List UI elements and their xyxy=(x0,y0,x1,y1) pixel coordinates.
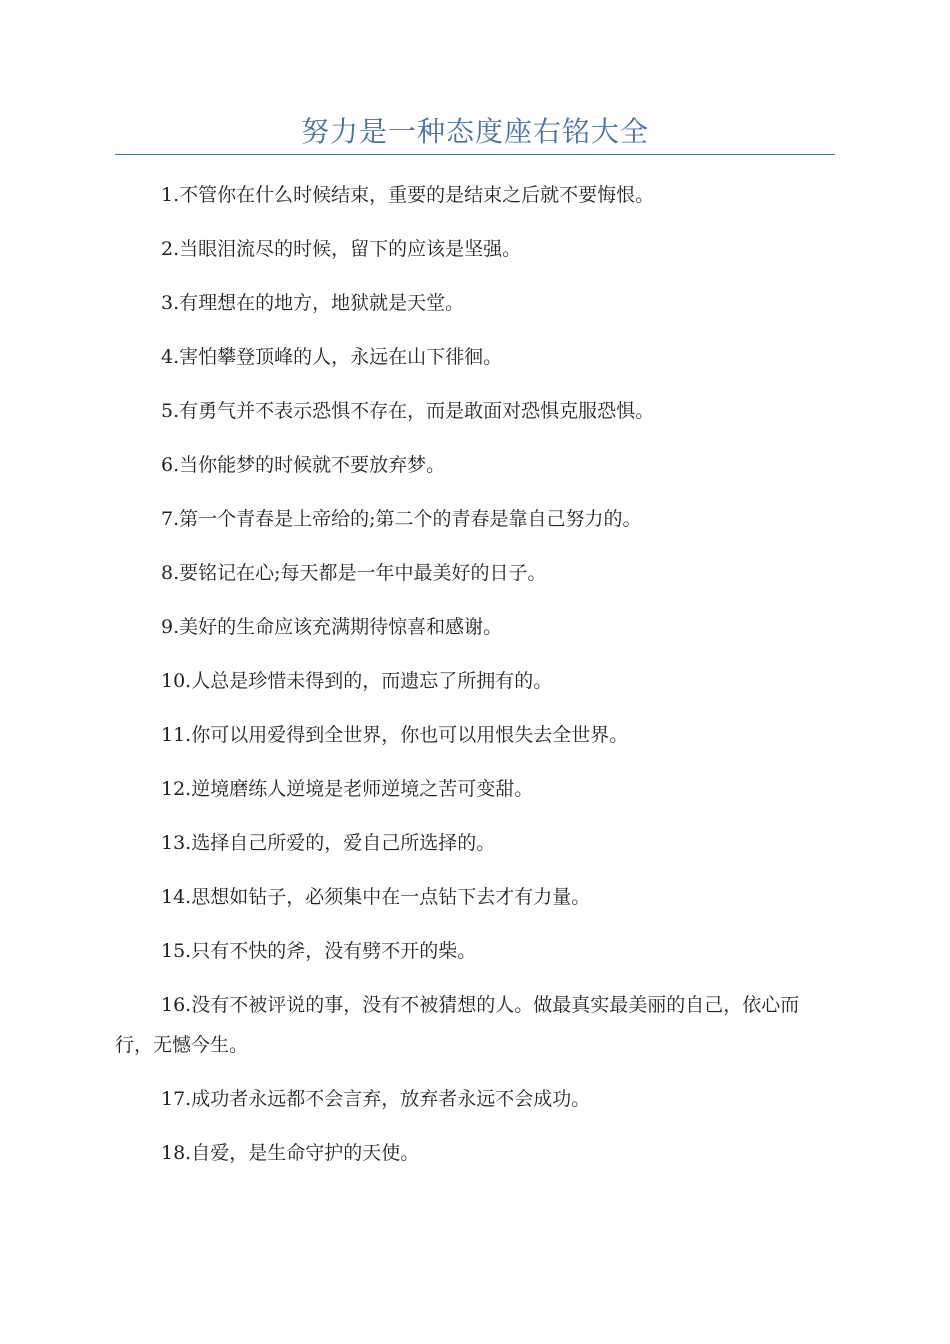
quote-item: 14.思想如钻子，必须集中在一点钻下去才有力量。 xyxy=(161,886,591,908)
quote-item: 10.人总是珍惜未得到的，而遗忘了所拥有的。 xyxy=(161,670,553,692)
quote-item: 18.自爱，是生命守护的天使。 xyxy=(161,1142,420,1164)
quote-item: 8.要铭记在心;每天都是一年中最美好的日子。 xyxy=(161,562,547,584)
quote-item: 3.有理想在的地方，地狱就是天堂。 xyxy=(161,292,465,314)
quote-item: 11.你可以用爱得到全世界，你也可以用恨失去全世界。 xyxy=(161,724,629,746)
quote-item: 17.成功者永远都不会言弃，放弃者永远不会成功。 xyxy=(161,1088,591,1110)
quote-item: 4.害怕攀登顶峰的人，永远在山下徘徊。 xyxy=(161,346,503,368)
quote-item: 9.美好的生命应该充满期待惊喜和感谢。 xyxy=(161,616,503,638)
title-underline xyxy=(115,154,835,155)
quote-item: 16.没有不被评说的事，没有不被猜想的人。做最真实最美丽的自己，依心而行，无憾今生。 xyxy=(115,994,800,1056)
quote-item: 2.当眼泪流尽的时候，留下的应该是坚强。 xyxy=(161,238,522,260)
quote-item: 15.只有不快的斧，没有劈不开的柴。 xyxy=(161,940,477,962)
quote-item: 6.当你能梦的时候就不要放弃梦。 xyxy=(161,454,446,476)
quote-item: 12.逆境磨练人逆境是老师逆境之苦可变甜。 xyxy=(161,778,534,800)
quote-item: 7.第一个青春是上帝给的;第二个的青春是靠自己努力的。 xyxy=(161,508,642,530)
quote-list xyxy=(115,175,805,1187)
quote-item: 13.选择自己所爱的，爱自己所选择的。 xyxy=(161,832,496,854)
document-title: 努力是一种态度座右铭大全 xyxy=(300,115,649,148)
quote-item: 5.有勇气并不表示恐惧不存在，而是敢面对恐惧克服恐惧。 xyxy=(161,400,655,422)
quote-item: 1.不管你在什么时候结束，重要的是结束之后就不要悔恨。 xyxy=(161,184,655,206)
